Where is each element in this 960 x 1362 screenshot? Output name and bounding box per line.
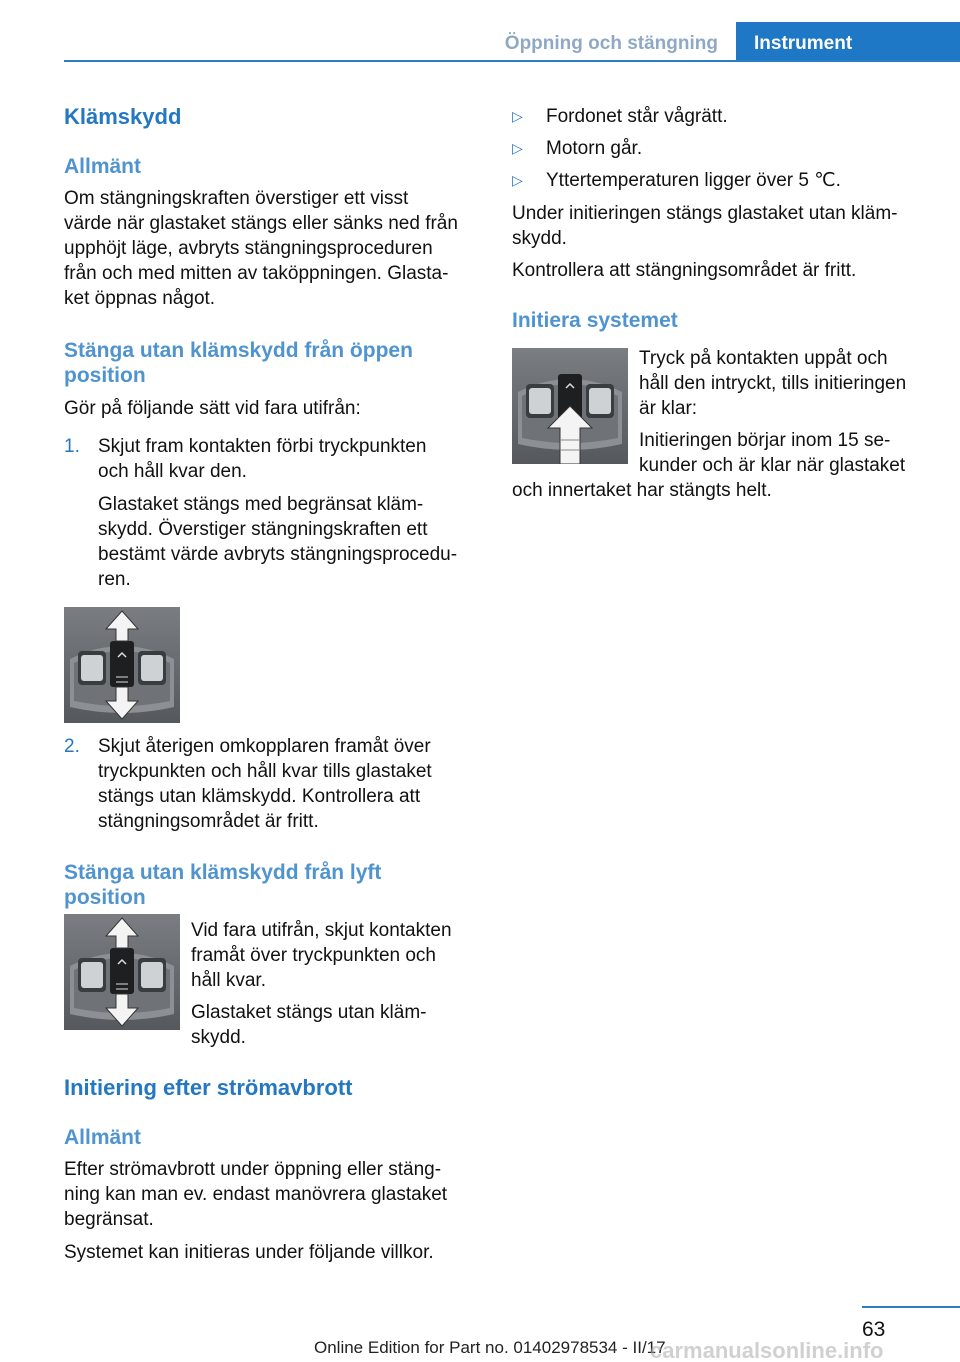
lifted-note: Glastaket stängs utan kläm- skydd. [191,1002,427,1048]
section-title-initiering: Initiering efter strömavbrott [64,1075,353,1100]
step-number-1: 1. [64,436,80,457]
lifted-text: Vid fara utifrån, skjut kontakten framåt över tryckpunkten och håll kvar. [191,920,452,991]
roof-switch-figure-open [64,607,180,723]
step-1-text: Skjut fram kontakten förbi tryckpunkten och håll kvar den. [98,436,427,482]
condition-item: Yttertemperaturen ligger över 5 ℃. [546,170,841,191]
header-rule [64,60,960,62]
section-title-klamskydd: Klämskydd [64,104,182,129]
watermark: carmanualsonline.info [650,1338,884,1362]
init-note-1: Initieringen börjar inom 15 se- kunder och är klar när glastaket [639,430,906,476]
page-number: 63 [862,1318,886,1341]
subheading-lifted-position: Stänga utan klämskydd från lyft position [64,861,382,909]
roof-switch-figure-init [512,348,628,464]
condition-item: Fordonet står vågrätt. [546,106,728,127]
step-1-note: Glastaket stängs med begränsat kläm- skydd. Överstiger stängningskraften ett bestämt värde avbryts stängningsprocedu- ren. [98,494,458,590]
subheading-open-position: Stänga utan klämskydd från öppen position [64,339,413,387]
header-section-title: Öppning och stängning [504,33,718,54]
paragraph-init-general: Efter strömavbrott under öppning eller stäng- ning kan man ev. endast manövrera glastaket begränsat. [64,1159,448,1230]
footer-rule [862,1306,960,1308]
init-instruction: Tryck på kontakten uppåt och håll den intryckt, tills initieringen är klar: [639,348,907,419]
roof-switch-figure-lifted [64,914,180,1030]
bullet-icon: ▷ [512,140,523,156]
header-chapter-tab[interactable]: Instrument [736,22,960,62]
init-note-2: och innertaket har stängts helt. [512,480,772,501]
step-number-2: 2. [64,736,80,757]
edition-text: Online Edition for Part no. 01402978534 - II/17 [314,1338,666,1357]
bullet-icon: ▷ [512,172,523,188]
init-conditions-intro: Systemet kan initieras under följande villkor. [64,1242,434,1263]
paragraph-general: Om stängningskraften överstiger ett visst värde när glastaket stängs eller sänks ned från upphöjt läge, avbryts stängningsproceduren från och med mitten av taköppningen. Glasta- ket öppnas något. [64,188,458,309]
init-note: Under initieringen stängs glastaket utan kläm- skydd. [512,203,898,249]
open-intro: Gör på följande sätt vid fara utifrån: [64,398,361,419]
step-2-text: Skjut återigen omkopplaren framåt över tryckpunkten och håll kvar tills glastaket stängs utan klämskydd. Kontrollera att stängningsområdet är fritt. [98,736,432,832]
bullet-icon: ▷ [512,108,523,124]
subheading-allmant-2: Allmänt [64,1126,142,1149]
condition-item: Motorn går. [546,138,643,159]
subheading-allmant: Allmänt [64,155,142,178]
check-area-text: Kontrollera att stängningsområdet är fritt. [512,260,857,281]
subheading-initiera-systemet: Initiera systemet [512,309,678,332]
